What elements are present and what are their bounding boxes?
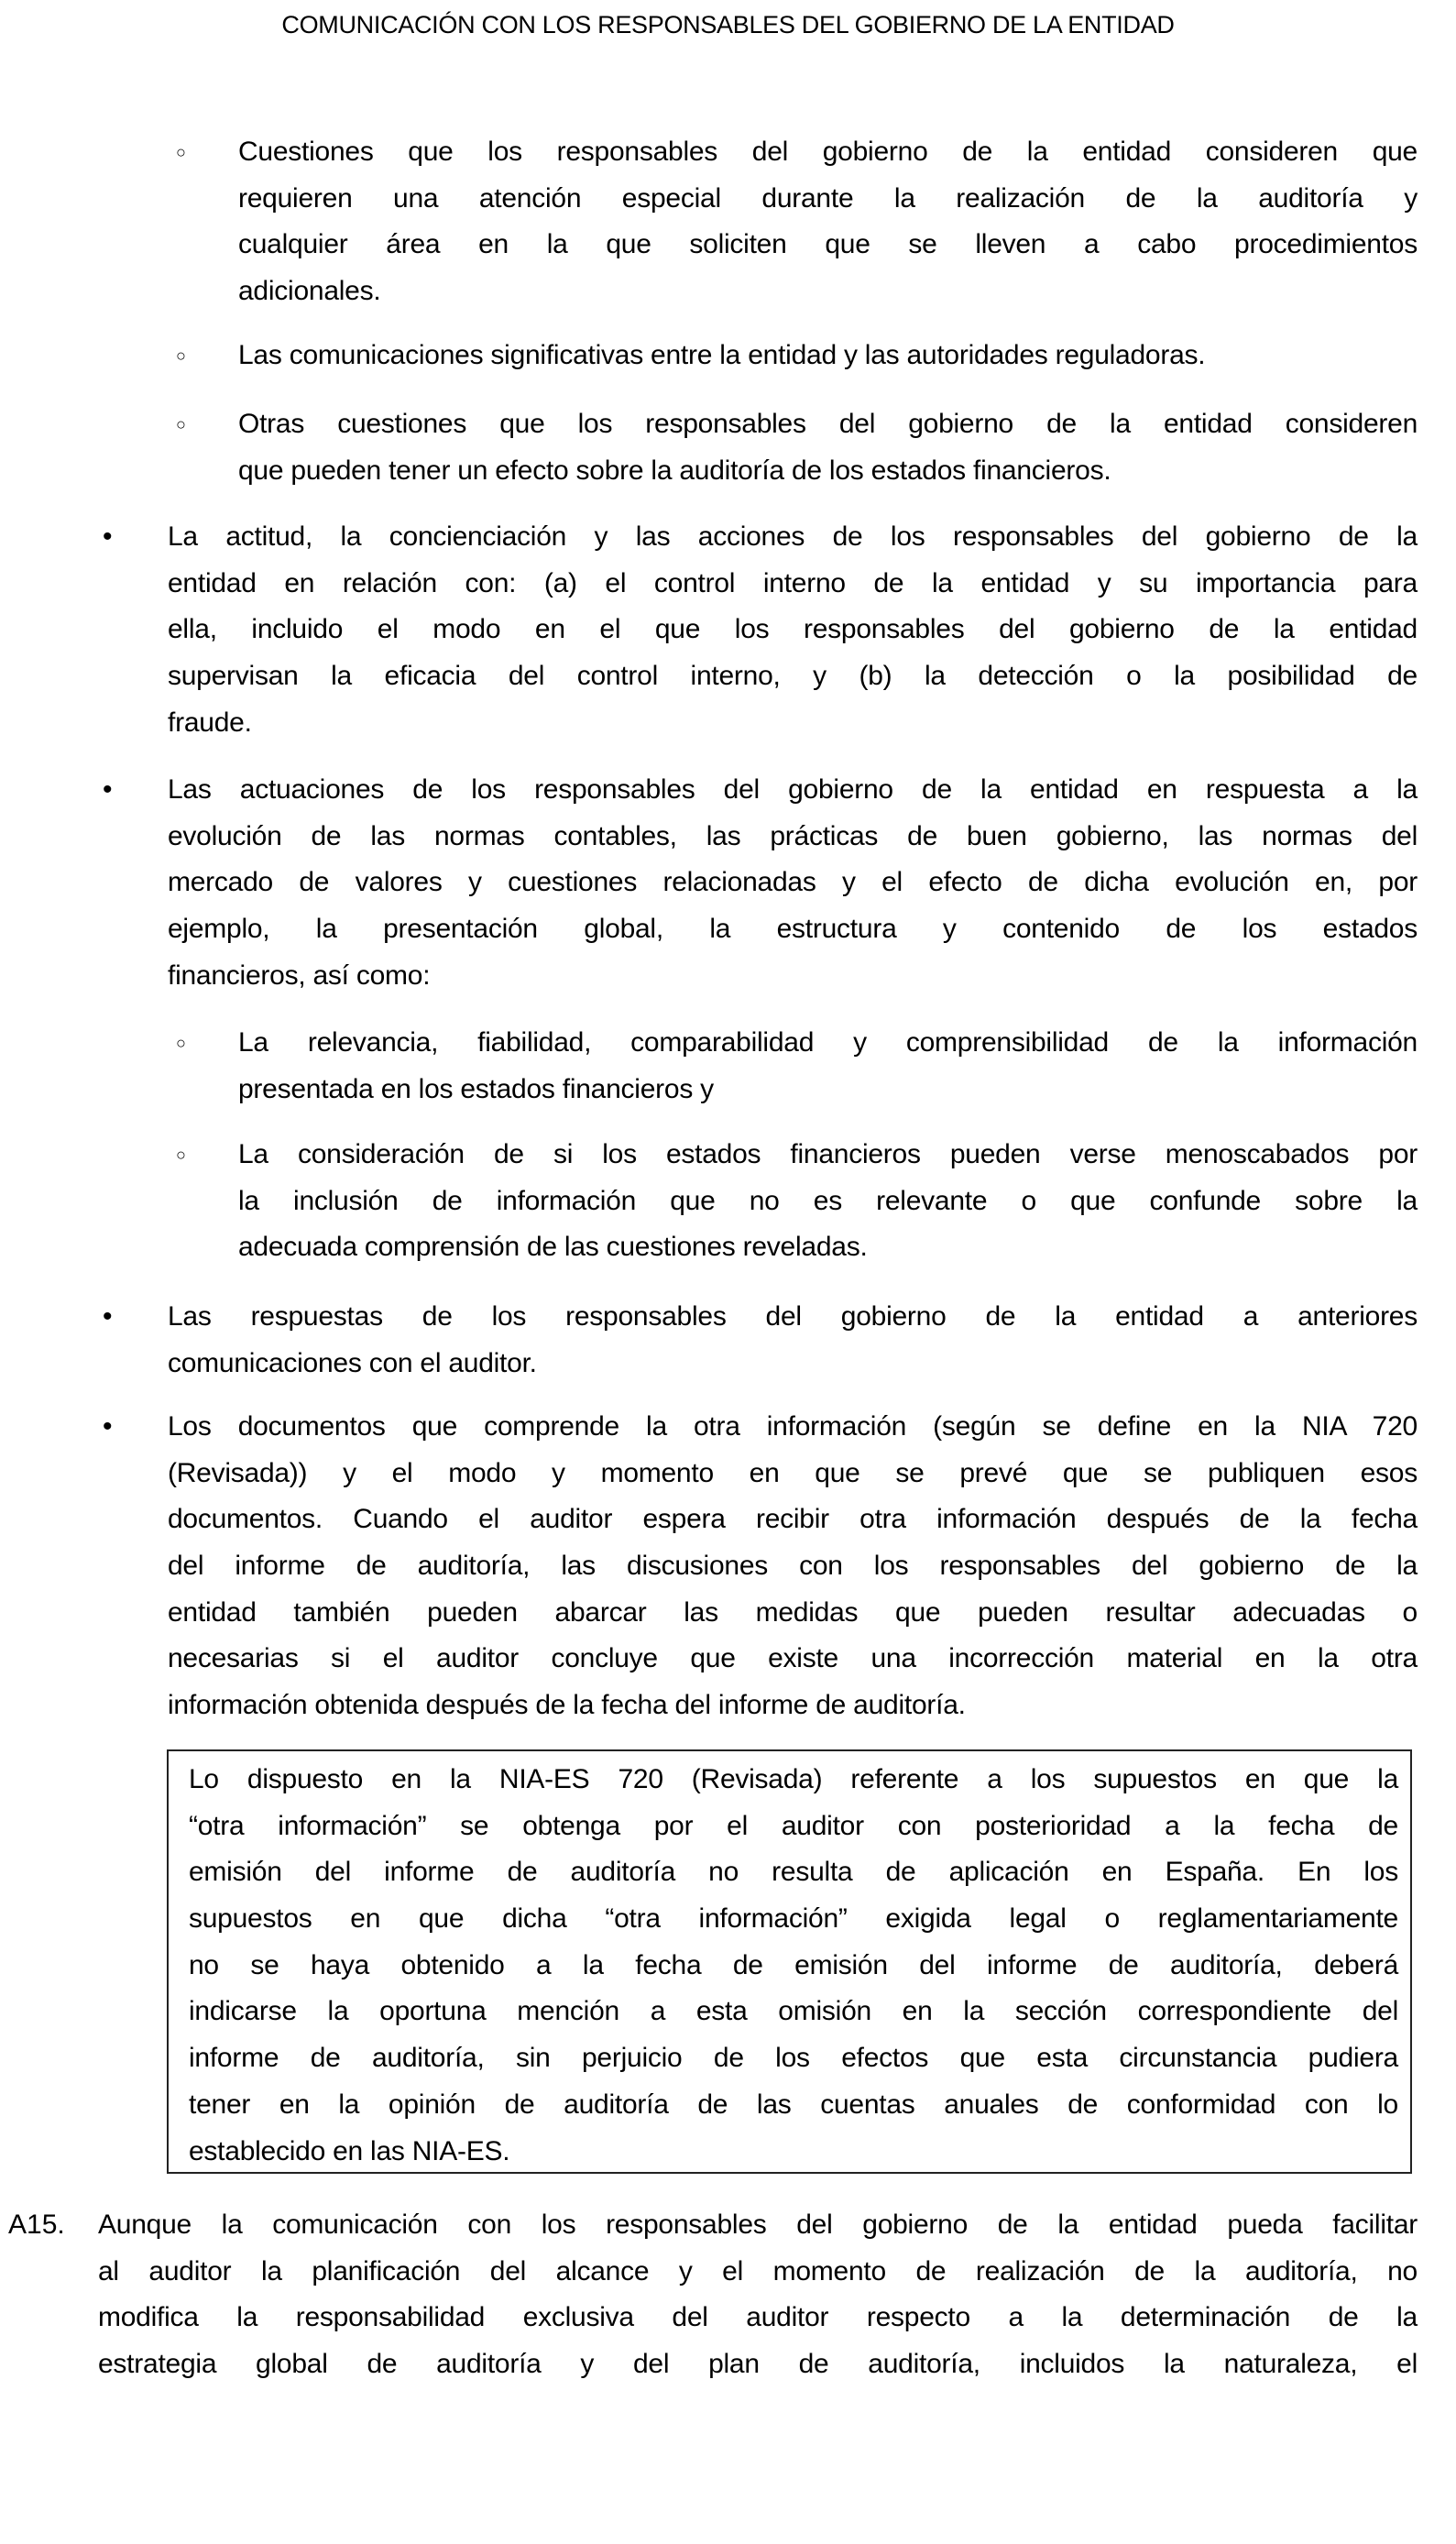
list-item bbox=[238, 401, 1418, 494]
text-line: evolución de las normas contables, las prácticas de buen gobierno, las normas del bbox=[168, 820, 1418, 851]
paragraph-A15 bbox=[98, 2202, 1418, 2388]
sub-bullet-marker: ○ bbox=[176, 1034, 186, 1052]
text-line: supuestos en que dicha “otra información” exigida legal o reglamentariamente bbox=[189, 1903, 1398, 1935]
bullet-marker: • bbox=[103, 1411, 113, 1442]
text-line: Las actuaciones de los responsables del gobierno de la entidad en respuesta a la bbox=[168, 774, 1418, 805]
list-item bbox=[168, 1404, 1418, 1729]
text-line: mercado de valores y cuestiones relacionadas y el efecto de dicha evolución en, por bbox=[168, 867, 1418, 898]
text-line: informe de auditoría, sin perjuicio de los efectos que esta circunstancia pudiera bbox=[189, 2043, 1398, 2074]
text-line: establecido en las NIA-ES. bbox=[189, 2135, 510, 2166]
text-line: no se haya obtenido a la fecha de emisión del informe de auditoría, deberá bbox=[189, 1949, 1398, 1980]
text-line: indicarse la oportuna mención a esta omisión en la sección correspondiente del bbox=[189, 1996, 1398, 2027]
text-line: Las respuestas de los responsables del gobierno de la entidad a anteriores bbox=[168, 1301, 1418, 1332]
text-line: financieros, así como: bbox=[168, 959, 431, 991]
paragraph-number: A15. bbox=[8, 2210, 65, 2240]
text-line: al auditor la planificación del alcance y el momento de realización de la auditoría, no bbox=[98, 2255, 1418, 2286]
text-line: la inclusión de información que no es relevante o que confunde sobre la bbox=[238, 1185, 1418, 1216]
text-line: supervisan la eficacia del control interno, y (b) la detección o la posibilidad de bbox=[168, 661, 1418, 692]
list-item bbox=[238, 129, 1418, 315]
text-line: cualquier área en la que soliciten que se lleven a cabo procedimientos bbox=[238, 229, 1418, 260]
sub-bullet-marker: ○ bbox=[176, 346, 186, 365]
text-line: La consideración de si los estados financieros pueden verse menoscabados por bbox=[238, 1139, 1418, 1169]
bullet-marker: • bbox=[103, 1301, 113, 1332]
text-line: ejemplo, la presentación global, la estructura y contenido de los estados bbox=[168, 914, 1418, 945]
sub-bullet-marker: ○ bbox=[176, 143, 186, 161]
bullet-marker: • bbox=[103, 774, 113, 805]
bullet-marker: • bbox=[103, 521, 113, 552]
text-line: que pueden tener un efecto sobre la auditoría de los estados financieros. bbox=[238, 455, 1111, 486]
list-item bbox=[238, 1132, 1418, 1271]
text-line: Las comunicaciones significativas entre la entidad y las autoridades reguladoras. bbox=[238, 340, 1206, 370]
text-line: entidad en relación con: (a) el control interno de la entidad y su importancia para bbox=[168, 567, 1418, 598]
text-line: fraude. bbox=[168, 707, 252, 738]
text-line: (Revisada)) y el modo y momento en que se prevé que se publiquen esos bbox=[168, 1457, 1418, 1488]
text-line: emisión del informe de auditoría no resulta de aplicación en España. En los bbox=[189, 1857, 1398, 1888]
text-line: información obtenida después de la fecha del informe de auditoría. bbox=[168, 1690, 966, 1721]
text-line: adicionales. bbox=[238, 276, 381, 307]
list-item bbox=[168, 514, 1418, 746]
text-line: tener en la opinión de auditoría de las cuentas anuales de conformidad con lo bbox=[189, 2089, 1398, 2120]
text-line: presentada en los estados financieros y bbox=[238, 1073, 714, 1104]
text-line: “otra información” se obtenga por el auditor con posterioridad a la fecha de bbox=[189, 1810, 1398, 1841]
text-line: La actitud, la concienciación y las acciones de los responsables del gobierno de la bbox=[168, 521, 1418, 552]
sub-bullet-marker: ○ bbox=[176, 415, 186, 433]
text-line: Cuestiones que los responsables del gobierno de la entidad consideren que bbox=[238, 137, 1418, 167]
list-item bbox=[168, 1294, 1418, 1387]
sub-bullet-marker: ○ bbox=[176, 1146, 186, 1164]
text-line: requieren una atención especial durante la realización de la auditoría y bbox=[238, 182, 1418, 214]
list-item bbox=[168, 767, 1418, 999]
list-item bbox=[238, 1020, 1418, 1113]
note-box-text bbox=[189, 1757, 1398, 2175]
text-line: Otras cuestiones que los responsables del gobierno de la entidad consideren bbox=[238, 409, 1418, 439]
text-line: Los documentos que comprende la otra información (según se define en la NIA 720 bbox=[168, 1411, 1418, 1442]
page-header-title: COMUNICACIÓN CON LOS RESPONSABLES DEL GOBIERNO DE LA ENTIDAD bbox=[281, 11, 1175, 38]
text-line: necesarias si el auditor concluye que existe una incorrección material en la otra bbox=[168, 1643, 1418, 1674]
text-line: modifica la responsabilidad exclusiva del auditor respecto a la determinación de la bbox=[98, 2302, 1418, 2333]
text-line: Aunque la comunicación con los responsables del gobierno de la entidad pueda facilitar bbox=[98, 2210, 1418, 2240]
text-line: estrategia global de auditoría y del plan de auditoría, incluidos la naturaleza, el bbox=[98, 2349, 1418, 2380]
text-line: documentos. Cuando el auditor espera recibir otra información después de la fecha bbox=[168, 1504, 1418, 1535]
text-line: La relevancia, fiabilidad, comparabilidad y comprensibilidad de la información bbox=[238, 1027, 1418, 1058]
text-line: del informe de auditoría, las discusiones con los responsables del gobierno de la bbox=[168, 1551, 1418, 1582]
text-line: adecuada comprensión de las cuestiones reveladas. bbox=[238, 1232, 868, 1263]
text-line: ella, incluido el modo en el que los responsables del gobierno de la entidad bbox=[168, 614, 1418, 645]
list-item bbox=[238, 333, 1418, 379]
text-line: comunicaciones con el auditor. bbox=[168, 1347, 537, 1378]
text-line: Lo dispuesto en la NIA-ES 720 (Revisada) referente a los supuestos en que la bbox=[189, 1764, 1398, 1794]
text-line: entidad también pueden abarcar las medidas que pueden resultar adecuadas o bbox=[168, 1596, 1418, 1628]
